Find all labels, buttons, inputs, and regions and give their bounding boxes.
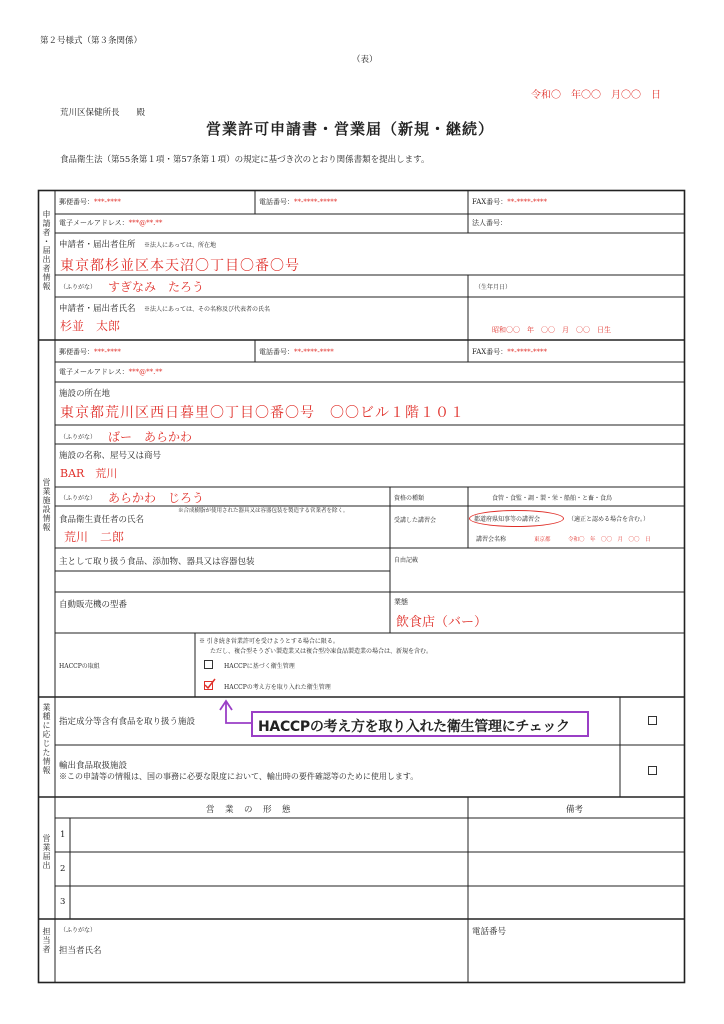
export-facility-label: 輸出食品取扱施設: [59, 761, 128, 771]
export-facility-note: ※この申請等の情報は、国の事務に必要な限度において、輸出時の要件確認等のために使用します。: [59, 772, 419, 781]
haccp-label: HACCPの取組: [59, 663, 100, 670]
haccp-note-2: ただし、複合型そうざい製造業又は複合型冷凍食品製造業の場合は、新規を含む。: [210, 648, 433, 655]
haccp-callout: HACCPの考え方を取り入れた衛生管理にチェック: [251, 711, 589, 737]
applicant-furigana-label: （ふりがな）: [60, 284, 97, 291]
foods-label: 主として取り扱う食品、添加物、器具又は容器包装: [59, 557, 255, 567]
section-label-business: 営業届出: [42, 834, 51, 870]
course-name-label: 講習会名称: [476, 536, 507, 543]
export-facility-checkbox[interactable]: [648, 766, 657, 775]
applicant-phone-field[interactable]: 電話番号：**-****-*****: [259, 198, 338, 206]
free-entry-label: 自由記載: [394, 557, 419, 564]
facility-location-label: 施設の所在地: [59, 389, 111, 399]
business-row-2: 2: [60, 864, 66, 874]
qualification-options[interactable]: 食管・食監・調・製・栄・船舶・と畜・食鳥: [492, 495, 613, 502]
applicant-postal-field[interactable]: 郵便番号：***-****: [59, 198, 121, 206]
contact-furigana-label: （ふりがな）: [60, 927, 97, 934]
submission-date[interactable]: 令和〇 年〇〇 月〇〇 日: [531, 90, 661, 101]
business-form-header: 営 業 の 形 態: [206, 805, 292, 815]
form-number: 第２号様式（第３条関係）: [40, 36, 143, 46]
section-label-contact: 担当者: [42, 927, 51, 954]
facility-fax-field[interactable]: FAX番号：**-****-****: [472, 348, 548, 356]
course-date[interactable]: 令和〇 年 〇〇 月 〇〇 日: [568, 537, 651, 543]
course-label: 受講した講習会: [394, 517, 437, 524]
designated-ingredients-label: 指定成分等含有食品を取り扱う施設: [59, 717, 196, 727]
applicant-furigana-value[interactable]: すぎなみ たろう: [108, 280, 205, 294]
haccp-option-2-checkbox[interactable]: [204, 681, 213, 690]
manager-furigana-value[interactable]: あらかわ じろう: [108, 491, 205, 505]
applicant-address-label: 申請者・届出者住所 ※法人にあっては、所在地: [59, 240, 216, 250]
applicant-email-field[interactable]: 電子メールアドレス：***@**.**: [59, 219, 163, 227]
course-note: （適正と認める場合を含む。）: [568, 516, 650, 523]
facility-phone-field[interactable]: 電話番号：**-****-****: [259, 348, 334, 356]
haccp-note-1: ※ 引き続き営業許可を受けようとする場合に限る。: [199, 638, 339, 645]
section-label-industry: 業種に応じた情報: [42, 703, 51, 775]
designated-ingredients-checkbox[interactable]: [648, 716, 657, 725]
course-name-value[interactable]: 東京都: [534, 537, 551, 543]
manager-furigana-label: （ふりがな）: [60, 495, 97, 502]
business-type-label: 業態: [394, 598, 408, 606]
applicant-corp-number-field[interactable]: 法人番号：: [472, 219, 507, 227]
intro-text: 食品衛生法（第55条第１項・第57条第１項）の規定に基づき次のとおり関係書類を提出します。: [60, 155, 430, 165]
facility-postal-field[interactable]: 郵便番号：***-****: [59, 348, 121, 356]
facility-furigana-value[interactable]: ばー あらかわ: [108, 430, 193, 444]
remarks-header: 備考: [566, 805, 584, 815]
business-row-3: 3: [60, 897, 66, 907]
applicant-birth-value[interactable]: 昭和〇〇 年 〇〇 月 〇〇 日生: [492, 326, 611, 334]
manager-value[interactable]: 荒川 二郎: [64, 530, 125, 544]
haccp-option-1-checkbox[interactable]: [204, 660, 213, 669]
applicant-name-value[interactable]: 杉並 太郎: [60, 319, 121, 333]
contact-name-label: 担当者氏名: [59, 946, 102, 956]
facility-name-label: 施設の名称、屋号又は商号: [59, 451, 162, 461]
manager-label: 食品衛生責任者の氏名: [59, 515, 145, 525]
facility-location-value[interactable]: 東京都荒川区西日暮里〇丁目〇番〇号 〇〇ビル１階１０１: [60, 405, 465, 421]
vending-label: 自動販売機の型番: [59, 600, 128, 610]
business-type-value[interactable]: 飲食店（バー）: [396, 615, 488, 630]
facility-furigana-label: （ふりがな）: [60, 434, 97, 441]
facility-name-value[interactable]: BAR 荒川: [60, 467, 118, 480]
qualification-label: 資格の種類: [394, 495, 425, 502]
check-mark-icon: [204, 678, 216, 690]
business-row-1: 1: [60, 830, 66, 840]
applicant-birth-label: （生年月日）: [475, 284, 512, 291]
haccp-option-1-label: HACCPに基づく衛生管理: [224, 663, 295, 670]
manager-note: ※合成樹脂が使用された器具又は容器包装を製造する営業者を除く。: [178, 508, 349, 514]
applicant-name-label: 申請者・届出者氏名 ※法人にあっては、その名称及び代表者の氏名: [59, 304, 270, 314]
page-title: 営業許可申請書・営業届（新規・継続）: [206, 120, 495, 138]
haccp-option-2-label: HACCPの考え方を取り入れた衛生管理: [224, 684, 331, 691]
applicant-address-value[interactable]: 東京都杉並区本天沼〇丁目〇番〇号: [60, 258, 300, 274]
contact-phone-label: 電話番号: [472, 927, 507, 937]
section-label-applicant: 申請者・届出者情報: [42, 210, 51, 291]
form-side: （表）: [352, 55, 378, 65]
course-value[interactable]: 都道府県知事等の講習会: [474, 516, 541, 523]
applicant-fax-field[interactable]: FAX番号：**-****-****: [472, 198, 548, 206]
section-label-facility: 営業施設情報: [42, 478, 51, 532]
recipient: 荒川区保健所長 殿: [60, 108, 146, 118]
facility-email-field[interactable]: 電子メールアドレス：***@**.**: [59, 368, 163, 376]
